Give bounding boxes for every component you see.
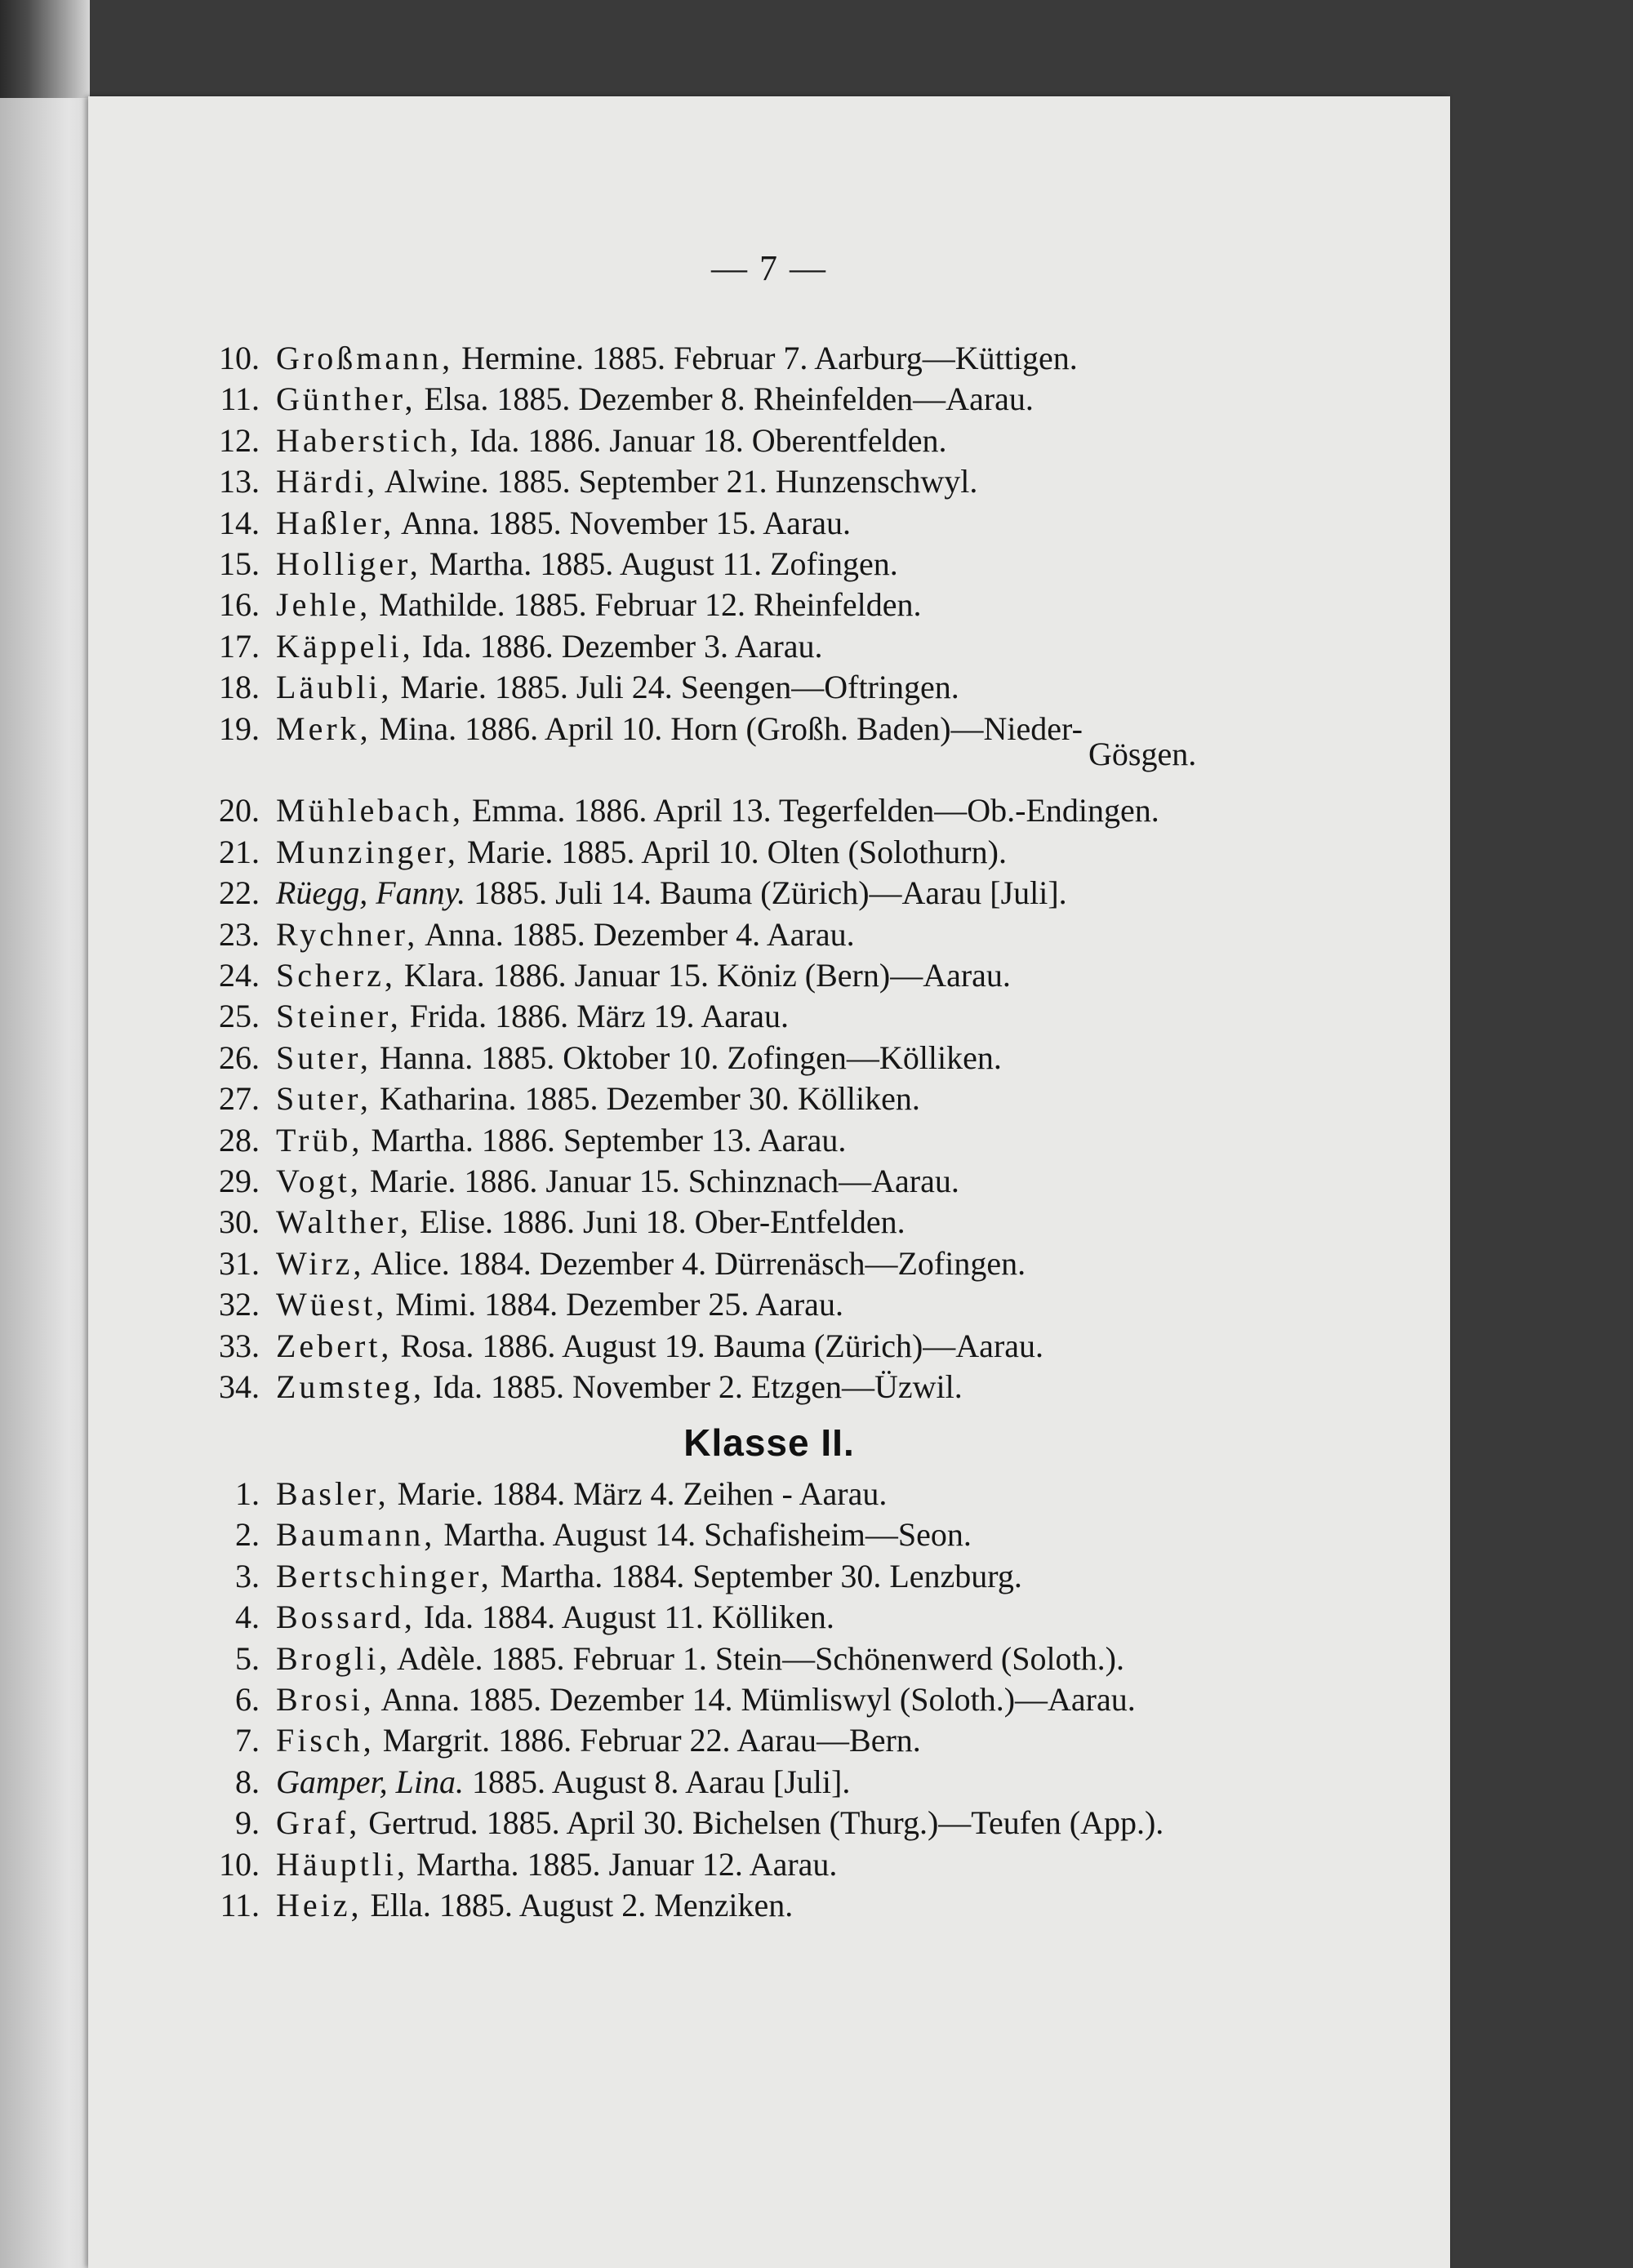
- entry-number: 14.: [219, 504, 260, 541]
- entry-number: 19.: [219, 709, 260, 747]
- entry-number: 11.: [220, 1887, 260, 1923]
- list-item: [219, 1078, 920, 1120]
- entry-details: Martha. 1884. September 30. Lenzburg.: [492, 1557, 1022, 1594]
- list-item: [235, 1719, 921, 1762]
- entry-name: Haßler,: [276, 504, 395, 541]
- entry-name: Günther,: [276, 380, 416, 418]
- entry-name: Rüegg, Fanny.: [276, 874, 466, 912]
- entry-name: Bossard,: [276, 1599, 416, 1636]
- entry-number: 6.: [235, 1681, 260, 1718]
- entry-name: Rychner,: [276, 915, 419, 953]
- list-item: [219, 995, 790, 1038]
- entry-details: Ida. 1884. August 11. Kölliken.: [415, 1599, 834, 1636]
- list-item: [219, 420, 947, 462]
- class-two-title: Klasse II.: [683, 1421, 855, 1464]
- entry-details: Emma. 1886. April 13. Tegerfelden—Ob.-Endingen.: [463, 792, 1159, 829]
- entry-details: Marie. 1886. Januar 15. Schinznach—Aarau.: [361, 1163, 959, 1199]
- entry-details: 1885. August 8. Aarau [Juli].: [464, 1763, 851, 1800]
- entry-number: 20.: [219, 792, 260, 829]
- entry-number: 3.: [235, 1557, 260, 1594]
- entry-number: 29.: [219, 1163, 260, 1199]
- list-item: [219, 543, 898, 585]
- book-page: [88, 96, 1450, 2268]
- entry-number: 21.: [219, 833, 260, 870]
- entry-name: Wirz,: [276, 1244, 365, 1282]
- list-item: [235, 1596, 834, 1639]
- entry-name: Walther,: [276, 1203, 412, 1241]
- entry-number: 16.: [219, 586, 260, 624]
- entry-number: 24.: [219, 957, 260, 994]
- entry-details: Alice. 1884. Dezember 4. Dürrenäsch—Zofingen.: [364, 1244, 1026, 1282]
- entry-name: Härdi,: [276, 463, 379, 500]
- list-item: [219, 1843, 838, 1886]
- list-item: [219, 872, 1067, 914]
- entry-number: 5.: [235, 1639, 260, 1677]
- merk-entry-continuation: Gösgen.: [1088, 736, 1197, 772]
- entry-number: 26.: [219, 1038, 260, 1076]
- entry-name: Basler,: [276, 1475, 389, 1512]
- list-item: [219, 1037, 1002, 1079]
- entry-number: 27.: [219, 1080, 260, 1118]
- list-item: [220, 378, 1034, 420]
- list-item: [219, 831, 1007, 874]
- entry-details: Margrit. 1886. Februar 22. Aarau—Bern.: [374, 1722, 921, 1759]
- entry-name: Jehle,: [276, 586, 372, 624]
- entry-name: Läubli,: [276, 669, 393, 706]
- page-number: — 7 —: [711, 248, 827, 288]
- entry-details: Martha. 1885. August 11. Zofingen.: [420, 545, 898, 582]
- entry-number: 1.: [235, 1475, 260, 1512]
- list-item: [219, 1243, 1026, 1285]
- entry-details: Martha. 1885. Januar 12. Aarau.: [407, 1845, 838, 1883]
- entry-number: 25.: [219, 998, 260, 1035]
- entry-number: 17.: [219, 627, 260, 665]
- list-item: [235, 1514, 972, 1556]
- entry-details: Anna. 1885. Dezember 14. Mümliswyl (Soloth.)—Aarau.: [374, 1681, 1136, 1718]
- entry-number: 10.: [219, 1845, 260, 1883]
- entry-name: Steiner,: [276, 998, 402, 1035]
- entry-name: Wüest,: [276, 1286, 388, 1323]
- list-item: [235, 1802, 1164, 1844]
- entry-details: Gertrud. 1885. April 30. Bichelsen (Thurg.)—Teufen (App.).: [360, 1804, 1164, 1842]
- list-item: [219, 337, 1078, 380]
- entry-number: 31.: [219, 1244, 260, 1282]
- list-item: [219, 954, 1011, 997]
- list-item: [235, 1638, 1124, 1680]
- entry-name: Häuptli,: [276, 1845, 408, 1883]
- entry-name: Gamper, Lina.: [276, 1763, 465, 1800]
- entry-name: Zebert,: [276, 1327, 393, 1364]
- list-item: [219, 584, 922, 626]
- list-item: [220, 1884, 794, 1927]
- entry-details: Mina. 1886. April 10. Horn (Großh. Baden)—Nieder-: [371, 709, 1083, 747]
- list-item: [219, 708, 1083, 750]
- list-item: [235, 1679, 1136, 1721]
- entry-number: 12.: [219, 421, 260, 459]
- entry-name: Großmann,: [276, 340, 454, 376]
- entry-details: Klara. 1886. Januar 15. Köniz (Bern)—Aarau.: [395, 957, 1011, 994]
- entry-number: 9.: [235, 1804, 260, 1842]
- entry-number: 23.: [219, 915, 260, 953]
- entry-details: Elise. 1886. Juni 18. Ober-Entfelden.: [412, 1203, 905, 1241]
- entry-name: Munzinger,: [276, 833, 459, 870]
- entry-details: Marie. 1885. Juli 24. Seengen—Oftringen.: [392, 669, 959, 706]
- entry-details: Ida. 1886. Dezember 3. Aarau.: [413, 627, 823, 665]
- list-item: [219, 1366, 963, 1408]
- entry-number: 22.: [219, 874, 260, 912]
- entry-name: Suter,: [276, 1038, 372, 1076]
- entry-details: Hanna. 1885. Oktober 10. Zofingen—Kölliken.: [371, 1038, 1002, 1076]
- entry-details: Ida. 1886. Januar 18. Oberentfelden.: [461, 421, 947, 459]
- entry-name: Fisch,: [276, 1722, 375, 1759]
- list-item: [219, 502, 852, 545]
- entry-name: Suter,: [276, 1080, 372, 1118]
- entry-number: 11.: [220, 380, 260, 418]
- list-item: [235, 1555, 1022, 1598]
- entry-name: Käppeli,: [276, 627, 414, 665]
- entry-details: Hermine. 1885. Februar 7. Aarburg—Küttigen.: [453, 340, 1078, 376]
- entry-name: Heiz,: [276, 1887, 363, 1923]
- entry-details: Rosa. 1886. August 19. Bauma (Zürich)—Aarau.: [392, 1327, 1044, 1364]
- entry-details: Anna. 1885. November 15. Aarau.: [394, 504, 852, 541]
- list-item: [219, 1160, 959, 1203]
- entry-name: Trüb,: [276, 1121, 363, 1158]
- entry-number: 10.: [219, 340, 260, 376]
- entry-name: Merk,: [276, 709, 372, 747]
- entry-details: Marie. 1884. März 4. Zeihen - Aarau.: [389, 1475, 888, 1512]
- list-item: [219, 789, 1159, 832]
- entry-number: 13.: [219, 463, 260, 500]
- entry-name: Brosi,: [276, 1681, 375, 1718]
- entry-details: 1885. Juli 14. Bauma (Zürich)—Aarau [Juli].: [465, 874, 1067, 912]
- entry-name: Haberstich,: [276, 421, 462, 459]
- entry-number: 8.: [235, 1763, 260, 1800]
- entry-name: Bertschinger,: [276, 1557, 492, 1594]
- entry-number: 34.: [219, 1368, 260, 1405]
- list-item: [219, 914, 855, 956]
- entry-number: 28.: [219, 1121, 260, 1158]
- entry-details: Katharina. 1885. Dezember 30. Kölliken.: [371, 1080, 920, 1118]
- entry-number: 15.: [219, 545, 260, 582]
- entry-name: Scherz,: [276, 957, 396, 994]
- entry-details: Alwine. 1885. September 21. Hunzenschwyl.: [378, 463, 978, 500]
- entry-details: Frida. 1886. März 19. Aarau.: [401, 998, 790, 1035]
- entry-details: Mathilde. 1885. Februar 12. Rheinfelden.: [371, 586, 922, 624]
- entry-details: Ida. 1885. November 2. Etzgen—Üzwil.: [424, 1368, 963, 1405]
- entry-number: 2.: [235, 1516, 260, 1554]
- entry-details: Martha. August 14. Schafisheim—Seon.: [435, 1516, 972, 1554]
- entry-details: Adèle. 1885. Februar 1. Stein—Schönenwerd (Soloth.).: [390, 1639, 1124, 1677]
- entry-number: 30.: [219, 1203, 260, 1241]
- entry-name: Baumann,: [276, 1516, 436, 1554]
- entry-details: Martha. 1886. September 13. Aarau.: [363, 1121, 847, 1158]
- entry-number: 33.: [219, 1327, 260, 1364]
- list-item: [219, 1201, 905, 1243]
- entry-name: Zumsteg,: [276, 1368, 425, 1405]
- list-item: [235, 1473, 888, 1515]
- entry-details: Marie. 1885. April 10. Olten (Solothurn).: [458, 833, 1007, 870]
- entry-number: 32.: [219, 1286, 260, 1323]
- entry-name: Brogli,: [276, 1639, 391, 1677]
- entry-details: Mimi. 1884. Dezember 25. Aarau.: [387, 1286, 843, 1323]
- list-item: [219, 460, 978, 503]
- list-item: [219, 1283, 843, 1326]
- list-item: [219, 625, 823, 668]
- entry-number: 4.: [235, 1599, 260, 1636]
- list-item: [219, 1119, 847, 1162]
- entry-details: Anna. 1885. Dezember 4. Aarau.: [418, 915, 855, 953]
- entry-name: Holliger,: [276, 545, 421, 582]
- entry-name: Graf,: [276, 1804, 361, 1842]
- entry-name: Vogt,: [276, 1163, 362, 1199]
- entry-details: Elsa. 1885. Dezember 8. Rheinfelden—Aarau.: [416, 380, 1034, 418]
- entry-details: Ella. 1885. August 2. Menziken.: [362, 1887, 794, 1923]
- entry-number: 18.: [219, 669, 260, 706]
- list-item: [219, 666, 959, 709]
- list-item: [219, 1325, 1044, 1367]
- list-item: [235, 1761, 851, 1803]
- entry-name: Mühlebach,: [276, 792, 464, 829]
- entry-number: 7.: [235, 1722, 260, 1759]
